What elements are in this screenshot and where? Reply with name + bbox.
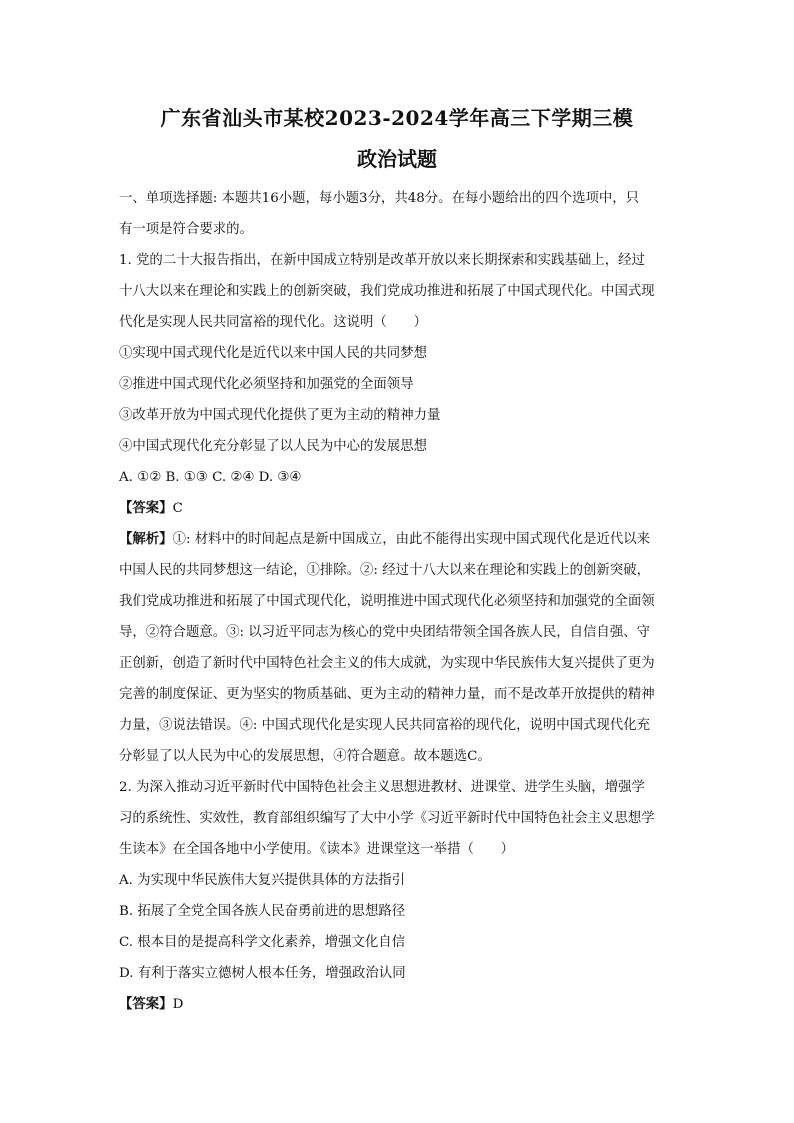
- q1-stem-line-1: 1. 党的二十大报告指出，在新中国成立特别是改革开放以来长期探索和实践基础上，经过: [119, 253, 645, 268]
- document-subtitle: 政治试题: [357, 147, 437, 171]
- q1-options: A. ①② B. ①③ C. ②④ D. ③④: [119, 470, 302, 485]
- q1-analysis-line-8: 分彰显了以人民为中心的发展思想，④符合题意。故本题选C。: [119, 749, 491, 764]
- q2-option-c: C. 根本目的是提高科学文化素养，增强文化自信: [119, 935, 406, 950]
- q1-statement-3: ③改革开放为中国式现代化提供了更为主动的精神力量: [119, 408, 441, 423]
- analysis-label: 【解析】: [119, 531, 173, 547]
- q2-option-a: A. 为实现中华民族伟大复兴提供具体的方法指引: [119, 873, 405, 888]
- q1-answer: [119, 493, 679, 524]
- q1-stem-line-2: 十八大以来在理论和实践上的创新突破，我们党成功推进和拓展了中国式现代化。中国式现: [119, 284, 655, 299]
- q2-stem-line-2: 习的系统性、实效性，教育部组织编写了大中小学《习近平新时代中国特色社会主义思想学: [119, 811, 655, 826]
- section-instruction-line-1: 一、单项选择题: 本题共16小题，每小题3分，共48分。在每小题给出的四个选项中，只: [119, 191, 640, 206]
- answer-label: 【答案】: [119, 996, 173, 1012]
- q2-stem-line-1: 2. 为深入推动习近平新时代中国特色社会主义思想进教材、进课堂、进学生头脑，增强学: [119, 780, 645, 795]
- q1-statement-4: ④中国式现代化充分彰显了以人民为中心的发展思想: [119, 439, 427, 454]
- q2-option-b: B. 拓展了全党全国各族人民奋勇前进的思想路径: [119, 904, 406, 919]
- q1-analysis-line-7: 力量，③说法错误。④: 中国式现代化是实现人民共同富裕的现代化，说明中国式现代化充: [119, 718, 650, 733]
- answer-label: 【答案】: [119, 500, 173, 516]
- q2-option-d: D. 有利于落实立德树人根本任务，增强政治认同: [119, 966, 406, 981]
- answer-value: C: [172, 501, 183, 516]
- answer-value: D: [172, 997, 184, 1012]
- q2-answer: [119, 989, 679, 1020]
- section-instruction-line-2: 有一项是符合要求的。: [119, 222, 253, 237]
- q1-analysis-line-6: 完善的制度保证、更为坚实的物质基础、更为主动的精神力量，而不是改革开放提供的精神: [119, 687, 655, 702]
- q1-analysis-line-2: 中国人民的共同梦想这一结论，①排除。②: 经过十八大以来在理论和实践上的创新突破，: [119, 563, 650, 578]
- q1-analysis-line-5: 正创新，创造了新时代中国特色社会主义的伟大成就，为实现中华民族伟大复兴提供了更为: [119, 656, 655, 671]
- document-body: [119, 183, 679, 1020]
- q1-statement-2: ②推进中国式现代化必须坚持和加强党的全面领导: [119, 377, 414, 392]
- analysis-text: ①: 材料中的时间起点是新中国成立，由此不能得出实现中国式现代化是近代以来: [172, 532, 650, 547]
- q1-analysis-line-1: [119, 524, 679, 555]
- q1-statement-1: ①实现中国式现代化是近代以来中国人民的共同梦想: [119, 346, 427, 361]
- q1-analysis-line-3: 我们党成功推进和拓展了中国式现代化，说明推进中国式现代化必须坚持和加强党的全面领: [119, 594, 655, 609]
- q1-analysis-line-4: 导，②符合题意。③: 以习近平同志为核心的党中央团结带领全国各族人民，自信自强、守: [119, 625, 650, 640]
- document-title: 广东省汕头市某校2023-2024学年高三下学期三模: [160, 106, 634, 130]
- q1-stem-line-3: 代化是实现人民共同富裕的现代化。这说明（ ）: [119, 315, 427, 330]
- q2-stem-line-3: 生读本》在全国各地中小学使用。《读本》进课堂这一举措（ ）: [119, 842, 515, 857]
